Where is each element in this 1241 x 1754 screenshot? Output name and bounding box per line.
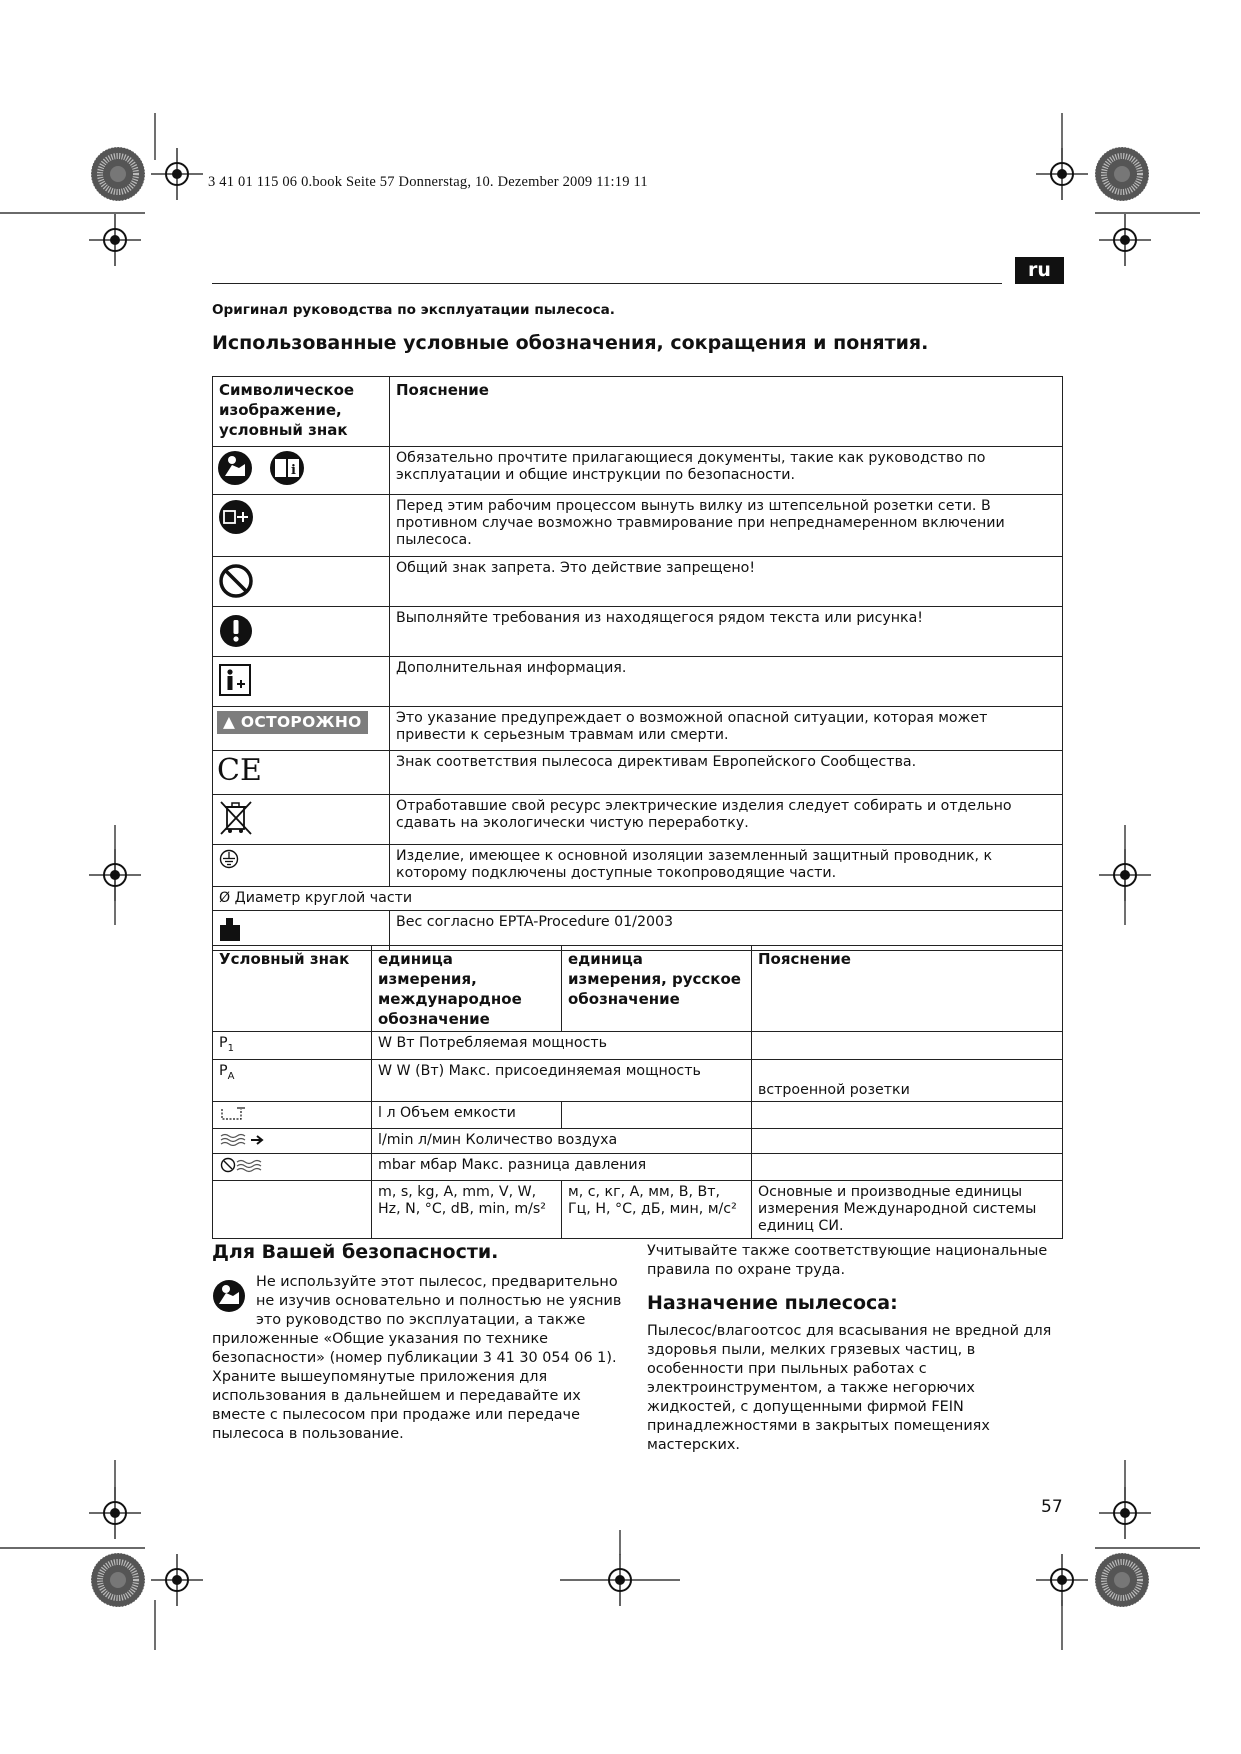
purpose-heading: Назначение пылесоса:	[647, 1292, 898, 1314]
unit-intl: l/min л/мин Количество воздуха	[372, 1128, 752, 1153]
ce-mark-icon: CE	[217, 753, 262, 788]
unit-intl: W W (Вт) Макс. присоединяемая мощность	[372, 1059, 752, 1101]
column-header-explanation: Пояснение	[752, 946, 1063, 1032]
row-explanation: Знак соответствия пылесоса директивам Европейского Сообщества.	[390, 751, 1063, 795]
unit-explanation	[752, 1128, 1063, 1153]
weee-bin-icon	[217, 798, 257, 836]
read-manual-icon	[217, 450, 307, 486]
unit-symbol-sub: 1	[227, 1042, 234, 1054]
row-explanation: Вес согласно EPTA-Procedure 01/2003	[390, 911, 1063, 951]
symbols-table	[212, 376, 1063, 951]
unit-explanation: Основные и производные единицы измерения Международной системы единиц СИ.	[752, 1180, 1063, 1238]
protective-earth-icon	[217, 848, 247, 870]
table-header-row	[213, 377, 1063, 447]
container-volume-icon	[219, 1105, 249, 1121]
unit-intl: m, s, kg, A, mm, V, W, Hz, N, °C, dB, min, m/s²	[372, 1180, 562, 1238]
table-row	[213, 887, 1063, 911]
unit-explanation	[752, 1101, 1063, 1128]
unit-intl: W Вт Потребляемая мощность	[372, 1032, 752, 1060]
safety-heading: Для Вашей безопасности.	[212, 1241, 499, 1263]
unit-ru: м, с, кг, А, мм, В, Вт, Гц, Н, °C, дБ, мин, м/с²	[562, 1180, 752, 1238]
table-row	[213, 495, 1063, 557]
document-subtitle: Оригинал руководства по эксплуатации пылесоса.	[212, 302, 615, 318]
unit-ru	[562, 1101, 752, 1128]
safety-text: Не используйте этот пылесос, предварительно не изучив основательно и полностью не уяснив это руководство по эксплуатации, а также приложенные «Общие указания по технике безопасности» (номер публикации 3 41 30 054 06 1). Храните вышеупомянутые приложения для использования в дальнейшем и передавайте их вместе с пылесосом при продаже или передаче пылесоса в пользование.	[212, 1274, 622, 1442]
diameter-row: Ø Диаметр круглой части	[213, 887, 1063, 911]
table-row	[213, 751, 1063, 795]
unit-symbol	[213, 1180, 372, 1238]
page-number: 57	[1041, 1497, 1063, 1517]
units-table	[212, 945, 1063, 1239]
column-header-explanation: Пояснение	[390, 377, 1063, 447]
row-explanation: Это указание предупреждает о возможной опасной ситуации, которая может привести к серьезным травмам или смерти.	[390, 707, 1063, 751]
labour-safety-text: Учитывайте также соответствующие национальные правила по охране труда.	[647, 1243, 1048, 1278]
unit-intl: mbar мбар Макс. разница давления	[372, 1153, 752, 1180]
table-row	[213, 1032, 1063, 1060]
weight-icon	[217, 914, 247, 942]
table-header-row	[213, 946, 1063, 1032]
row-explanation: Изделие, имеющее к основной изоляции заземленный защитный проводник, к которому подключены доступные токопроводящие части.	[390, 845, 1063, 887]
unit-symbol: P	[219, 1062, 228, 1079]
table-row	[213, 607, 1063, 657]
language-badge: ru	[1015, 257, 1064, 284]
table-row	[213, 657, 1063, 707]
read-manual-icon	[212, 1279, 248, 1313]
table-row	[213, 1059, 1063, 1101]
pressure-icon	[219, 1157, 269, 1173]
table-row	[213, 1153, 1063, 1180]
info-icon	[217, 660, 257, 698]
airflow-icon	[219, 1132, 269, 1146]
column-header-intl-unit: единица измерения, международное обозначение	[372, 946, 562, 1032]
table-row	[213, 447, 1063, 495]
warning-badge-label: ОСТОРОЖНО	[240, 713, 362, 731]
purpose-text: Пылесос/влагоотсос для всасывания не вредной для здоровья пыли, мелких грязевых частиц, в особенности при пыльных работах с электроинструментом, а также негорючих жидкостей, с допущенными фирмой FEIN принадлежностями в закрытых помещениях мастерских.	[647, 1323, 1052, 1453]
header-rule	[212, 283, 1002, 284]
unplug-icon	[217, 498, 257, 536]
unit-explanation: встроенной розетки	[752, 1059, 1063, 1101]
svg-text:i: i	[291, 463, 296, 478]
print-header: 3 41 01 115 06 0.book Seite 57 Donnerstag, 10. Dezember 2009 11:19 11	[208, 174, 648, 190]
unit-symbol-sub: A	[227, 1070, 235, 1082]
table-row	[213, 1101, 1063, 1128]
table-row	[213, 845, 1063, 887]
unit-explanation	[752, 1153, 1063, 1180]
table-row	[213, 1180, 1063, 1238]
row-explanation: Общий знак запрета. Это действие запрещено!	[390, 557, 1063, 607]
table-row	[213, 1128, 1063, 1153]
page-heading: Использованные условные обозначения, сокращения и понятия.	[212, 332, 929, 354]
safety-section	[212, 1273, 622, 1444]
column-header-symbol: Условный знак	[213, 946, 372, 1032]
table-row	[213, 557, 1063, 607]
unit-intl: l л Объем емкости	[372, 1101, 562, 1128]
prohibition-icon	[217, 560, 257, 598]
row-explanation: Перед этим рабочим процессом вынуть вилку из штепсельной розетки сети. В противном случае возможно травмирование при непреднамеренном включении пылесоса.	[390, 495, 1063, 557]
unit-symbol: P	[219, 1035, 228, 1051]
row-explanation: Отработавшие свой ресурс электрические изделия следует собирать и отдельно сдавать на экологически чистую переработку.	[390, 795, 1063, 845]
warning-badge: ▲ ОСТОРОЖНО	[217, 711, 368, 734]
row-explanation: Дополнительная информация.	[390, 657, 1063, 707]
column-header-ru-unit: единица измерения, русское обозначение	[562, 946, 752, 1032]
mandatory-icon	[217, 610, 257, 648]
unit-explanation	[752, 1032, 1063, 1060]
table-row	[213, 795, 1063, 845]
row-explanation: Выполняйте требования из находящегося рядом текста или рисунка!	[390, 607, 1063, 657]
table-row	[213, 707, 1063, 751]
row-explanation: Обязательно прочтите прилагающиеся документы, такие как руководство по эксплуатации и общие инструкции по безопасности.	[390, 447, 1063, 495]
column-header-symbol: Символическое изображение, условный знак	[213, 377, 390, 447]
